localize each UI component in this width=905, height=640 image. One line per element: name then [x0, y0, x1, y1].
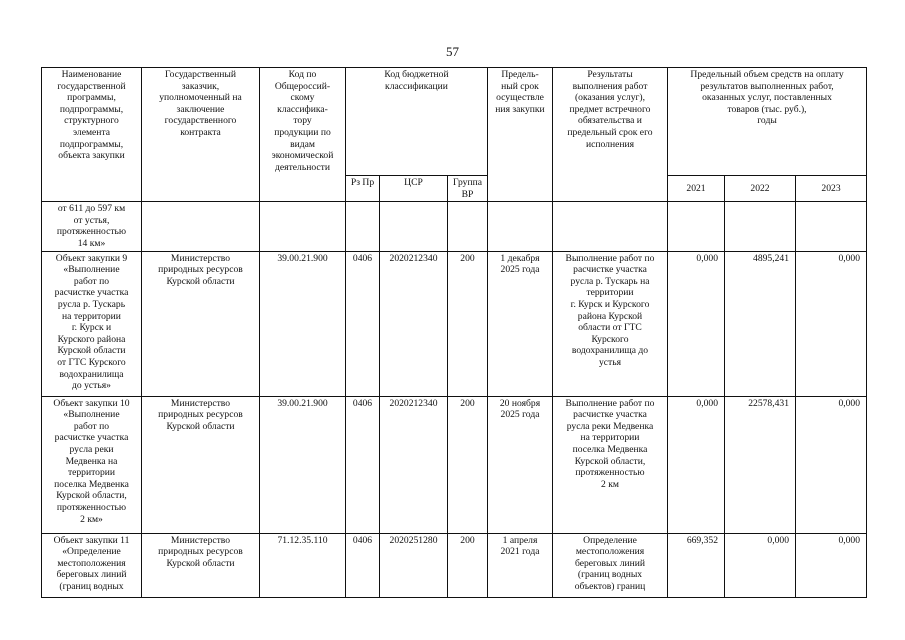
cell-deadline: 1 декабря 2025 года [488, 251, 553, 396]
cell-result: Определение местоположения береговых линий (границ водных объектов) границ [553, 533, 668, 597]
cell-2022: 4895,241 [725, 251, 796, 396]
header-volume: Предельный объем средств на оплату результатов выполненных работ, оказанных услуг, поставленных товаров (тыс. руб.), годы [668, 68, 867, 176]
header-csr: ЦСР [380, 176, 448, 202]
cell-name: Объект закупки 9 «Выполнение работ по расчистке участка русла р. Тускарь на территории г. Курск и Курского района Курской области от ГТС Курского водохранилища до устья» [42, 251, 142, 396]
procurement-table [41, 67, 867, 598]
cell-name: Объект закупки 10 «Выполнение работ по расчистке участка русла реки Медвенка на территории поселка Медвенка Курской области, протяженностью 2 км» [42, 396, 142, 533]
cell-name: от 611 до 597 км от устья, протяженностью 14 км» [42, 202, 142, 251]
cell-rz-pr: 0406 [346, 251, 380, 396]
cell-csr: 2020251280 [380, 533, 448, 597]
header-year-2021: 2021 [668, 176, 725, 202]
cell-vr: 200 [448, 396, 488, 533]
header-group-vr: Группа ВР [448, 176, 488, 202]
table-row [42, 396, 867, 533]
cell-empty [553, 202, 668, 251]
cell-empty [380, 202, 448, 251]
header-okpd: Код по Общероссий- скому классифика- тору продукции по видам экономической деятельности [260, 68, 346, 202]
cell-customer: Министерство природных ресурсов Курской области [142, 251, 260, 396]
cell-empty [725, 202, 796, 251]
header-rz-pr: Рз Пр [346, 176, 380, 202]
cell-csr: 2020212340 [380, 396, 448, 533]
header-customer: Государственный заказчик, уполномоченный на заключение государственного контракта [142, 68, 260, 202]
cell-2023: 0,000 [796, 251, 867, 396]
cell-empty [346, 202, 380, 251]
cell-vr: 200 [448, 251, 488, 396]
cell-empty [448, 202, 488, 251]
cell-2021: 0,000 [668, 251, 725, 396]
header-year-2023: 2023 [796, 176, 867, 202]
cell-empty [260, 202, 346, 251]
cell-2022: 0,000 [725, 533, 796, 597]
cell-2021: 0,000 [668, 396, 725, 533]
cell-rz-pr: 0406 [346, 396, 380, 533]
cell-customer: Министерство природных ресурсов Курской области [142, 396, 260, 533]
cell-empty [142, 202, 260, 251]
header-year-2022: 2022 [725, 176, 796, 202]
cell-rz-pr: 0406 [346, 533, 380, 597]
cell-name: Объект закупки 11 «Определение местоположения береговых линий (границ водных [42, 533, 142, 597]
cell-2022: 22578,431 [725, 396, 796, 533]
cell-okpd: 39.00.21.900 [260, 396, 346, 533]
table-row [42, 251, 867, 396]
header-deadline: Предель- ный срок осуществле ния закупки [488, 68, 553, 202]
cell-empty [668, 202, 725, 251]
cell-2021: 669,352 [668, 533, 725, 597]
cell-2023: 0,000 [796, 396, 867, 533]
cell-vr: 200 [448, 533, 488, 597]
cell-deadline: 20 ноября 2025 года [488, 396, 553, 533]
cell-empty [796, 202, 867, 251]
header-name: Наименование государственной программы, подпрограммы, структурного элемента подпрограммы, объекта закупки [42, 68, 142, 202]
cell-result: Выполнение работ по расчистке участка русла реки Медвенка на территории поселка Медвенка Курской области, протяженностью 2 км [553, 396, 668, 533]
header-budget-code: Код бюджетной классификации [346, 68, 488, 176]
cell-empty [488, 202, 553, 251]
page-number: 57 [446, 44, 459, 59]
header-row [42, 68, 867, 176]
table-row [42, 533, 867, 597]
header-results: Результаты выполнения работ (оказания услуг), предмет встречного обязательства и предельный срок его исполнения [553, 68, 668, 202]
table-row-continuation [42, 202, 867, 251]
cell-deadline: 1 апреля 2021 года [488, 533, 553, 597]
cell-2023: 0,000 [796, 533, 867, 597]
cell-result: Выполнение работ по расчистке участка русла р. Тускарь на территории г. Курск и Курского района Курской области от ГТС Курского водохранилища до устья [553, 251, 668, 396]
cell-okpd: 71.12.35.110 [260, 533, 346, 597]
cell-csr: 2020212340 [380, 251, 448, 396]
cell-customer: Министерство природных ресурсов Курской области [142, 533, 260, 597]
cell-okpd: 39.00.21.900 [260, 251, 346, 396]
